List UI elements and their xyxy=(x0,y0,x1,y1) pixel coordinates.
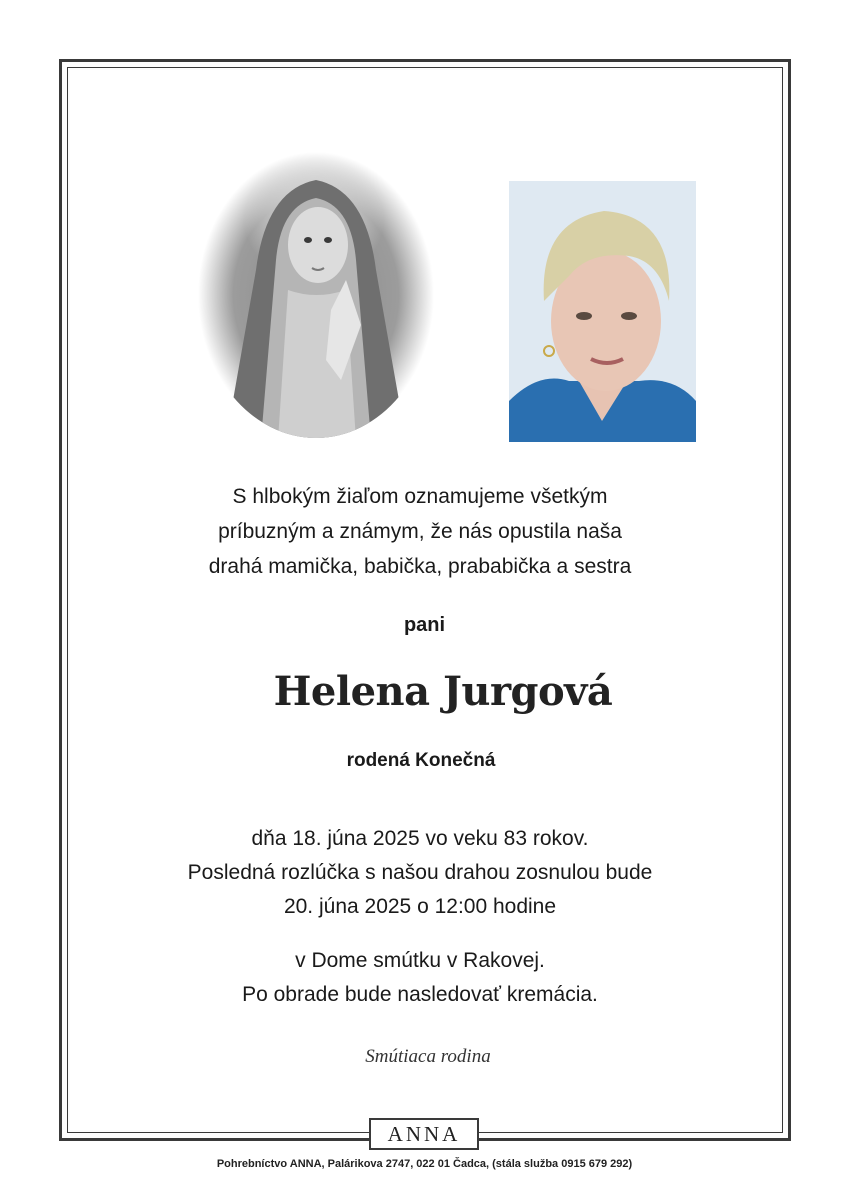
virgin-mary-image xyxy=(196,150,436,440)
salutation: pani xyxy=(403,614,446,636)
place-line: Po obrade bude nasledovať kremácia. xyxy=(242,983,598,1006)
family-signature: Smútiaca rodina xyxy=(365,1046,491,1067)
intro-line: S hlbokým žiaľom oznamujeme všetkým xyxy=(232,485,608,508)
details-line: Posledná rozlúčka s našou drahou zosnulou bude xyxy=(187,861,653,884)
funeral-place xyxy=(100,944,740,1012)
intro-line: drahá mamička, babička, prababička a sestra xyxy=(208,555,632,578)
maiden-name: rodená Konečná xyxy=(346,750,496,771)
announcement-text xyxy=(120,479,720,584)
deceased-name: Helena Jurgová xyxy=(273,668,613,715)
intro-line: príbuzným a známym, že nás opustila naša xyxy=(218,520,622,543)
details-line: 20. júna 2025 o 12:00 hodine xyxy=(283,895,557,918)
details-line: dňa 18. júna 2025 vo veku 83 rokov. xyxy=(251,827,589,850)
deceased-portrait-photo xyxy=(509,181,696,442)
company-logo: ANNA xyxy=(369,1118,479,1150)
place-line: v Dome smútku v Rakovej. xyxy=(295,949,545,972)
funeral-details xyxy=(100,822,740,924)
company-footer: Pohrebníctvo ANNA, Palárikova 2747, 022 01 Čadca, (stála služba 0915 679 292) xyxy=(216,1158,633,1170)
